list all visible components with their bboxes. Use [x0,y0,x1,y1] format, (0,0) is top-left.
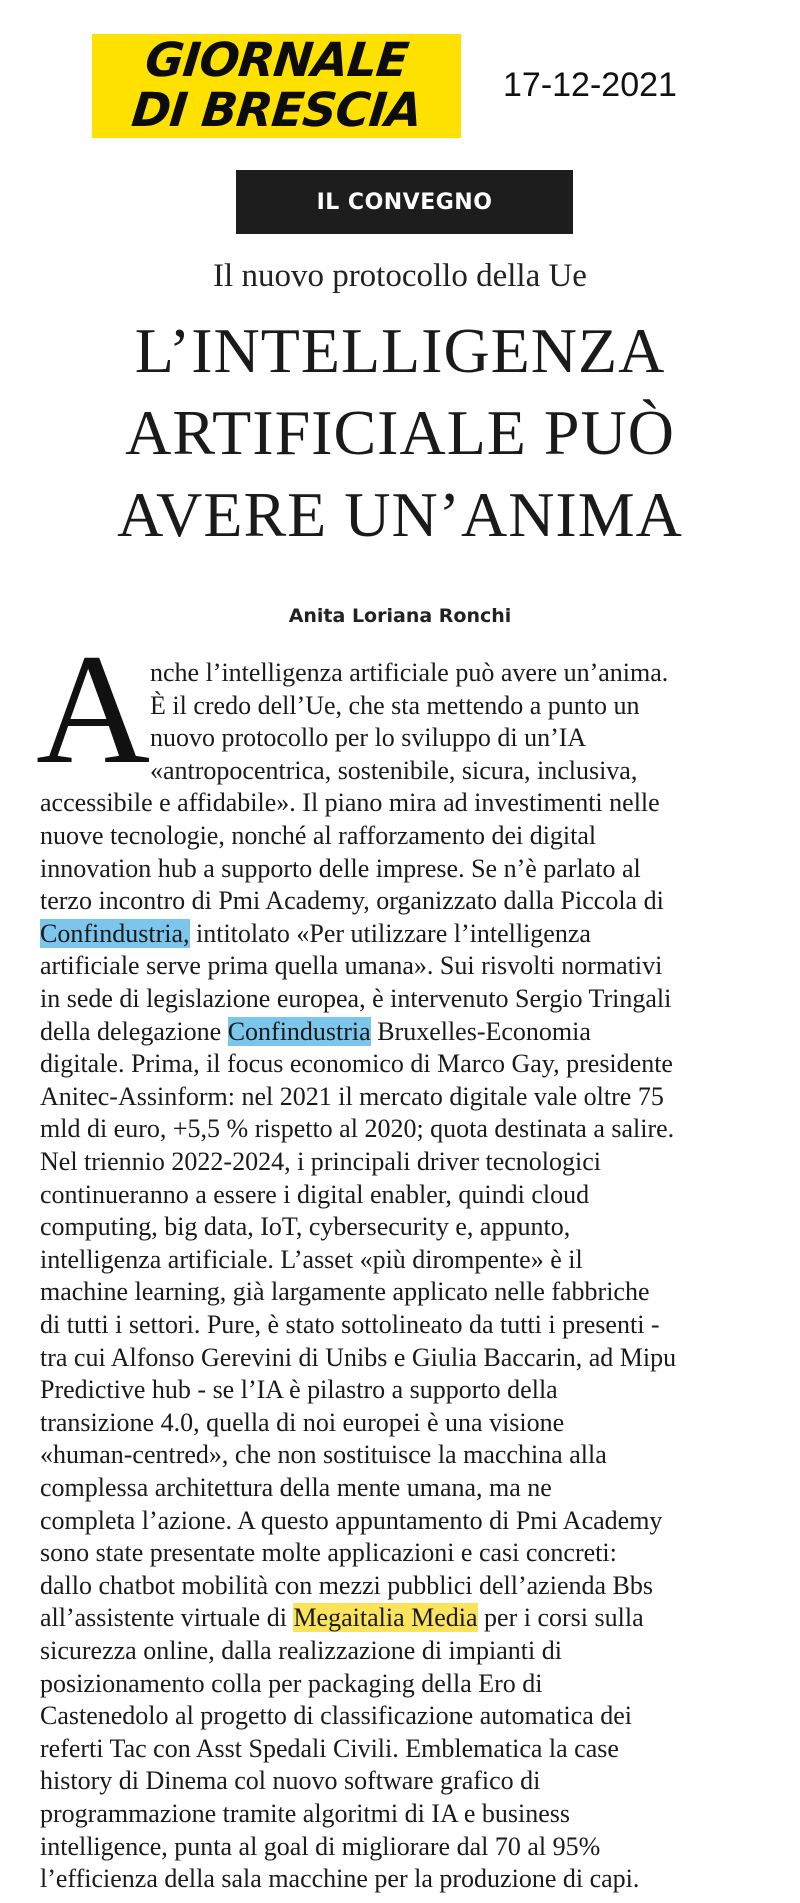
headline-line-3: AVERE UN’ANIMA [117,479,683,550]
body-text-segment: computing, big data, IoT, cybersecurity e, appunto, [40,1212,571,1241]
article-body-line [40,1146,601,1178]
article-body-line [40,950,662,982]
article-body-line [40,1668,543,1700]
article-body-line [40,1798,570,1830]
article-body-line [40,1342,676,1374]
article-body-line [40,1602,644,1634]
body-text-segment: di tutti i settori. Pure, è stato sottolineato da tutti i presenti - [40,1310,660,1339]
article-body-line [40,1765,540,1797]
article-body-line [40,1733,619,1765]
body-text-segment: machine learning, già largamente applicato nelle fabbriche [40,1277,650,1306]
article-body-line [40,1211,570,1243]
article-body-line [40,1081,664,1113]
body-text-segment: È il credo dell’Ue, che sta mettendo a punto un [150,691,640,720]
article-body-line [150,657,668,689]
body-text-segment: dallo chatbot mobilità con mezzi pubblici dell’azienda Bbs [40,1571,653,1600]
article-body-line [40,1635,562,1667]
body-text-segment: complessa architettura della mente umana, ma ne [40,1473,552,1502]
body-text-segment: Castenedolo al progetto di classificazione automatica dei [40,1701,633,1730]
highlighted-organization-name: Confindustria, [40,919,190,948]
body-text-segment: transizione 4.0, quella di noi europei è una visione [40,1408,565,1437]
article-body-line [40,787,660,819]
body-text-segment: «antropocentrica, sostenibile, sicura, inclusiva, [150,756,638,785]
article-body-line [40,1113,674,1145]
article-body-line [150,755,637,787]
article-body-line [40,1374,558,1406]
highlighted-company-name: Megaitalia Media [293,1603,478,1632]
body-text-segment: completa l’azione. A questo appuntamento di Pmi Academy [40,1506,663,1535]
article-body-line [150,690,640,722]
body-text-segment: Predictive hub - se l’IA è pilastro a supporto della [40,1375,558,1404]
article-body-line [40,1179,589,1211]
body-text-segment: per i corsi sulla [477,1603,644,1632]
article-body-line [40,885,664,917]
article-body-line [40,853,641,885]
body-text-segment: nche l’intelligenza artificiale può avere un’anima. [150,658,669,687]
body-text-segment: l’efficienza della sala macchine per la produzione di capi. [40,1864,640,1893]
article-body-line [40,1863,639,1895]
body-text-segment: posizionamento colla per packaging della Ero di [40,1669,543,1698]
article-body-line [40,1505,662,1537]
article-body-line [40,1472,552,1504]
article-body-line [40,1537,617,1569]
article-byline: Anita Loriana Ronchi [288,605,512,627]
body-text-segment: della delegazione [40,1017,228,1046]
body-text-segment: terzo incontro di Pmi Academy, organizzato dalla Piccola di [40,886,664,915]
body-text-segment: intelligence, punta al goal di migliorare dal 70 al 95% [40,1832,601,1861]
body-text-segment: continueranno a essere i digital enabler, quindi cloud [40,1180,590,1209]
article-body-line [40,1309,660,1341]
publication-date: 17-12-2021 [503,66,677,104]
body-text-segment: Bruxelles-Economia [370,1017,591,1046]
article-body-line [40,1831,600,1863]
article-body-line [40,1407,564,1439]
body-text-segment: mld di euro, +5,5 % rispetto al 2020; quota destinata a salire. [40,1114,675,1143]
body-text-segment: innovation hub a supporto delle imprese. Se n’è parlato al [40,854,641,883]
body-text-segment: intelligenza artificiale. L’asset «più dirompente» è il [40,1245,583,1274]
article-body-line [40,1439,607,1471]
highlighted-organization-name: Confindustria [227,1017,371,1046]
article-body-line [40,1016,591,1048]
body-text-segment: nuove tecnologie, nonché al rafforzamento dei digital [40,821,597,850]
body-text-segment: «human-centred», che non sostituisce la macchina alla [40,1440,607,1469]
article-body-line [40,918,591,950]
drop-cap: A [36,622,151,797]
body-text-segment: Anitec-Assinform: nel 2021 il mercato digitale vale oltre 75 [40,1082,664,1111]
body-text-segment: tra cui Alfonso Gerevini di Unibs e Giulia Baccarin, ad Mipu [40,1343,677,1372]
body-text-segment: Nel triennio 2022-2024, i principali driver tecnologici [40,1147,602,1176]
body-text-segment: artificiale serve prima quella umana». Sui risvolti normativi [40,951,663,980]
article-body-line [40,1700,632,1732]
body-text-segment: programmazione tramite algoritmi di IA e business [40,1799,570,1828]
body-text-segment: referti Tac con Asst Spedali Civili. Emblematica la case [40,1734,619,1763]
article-body-line [40,1276,650,1308]
logo-line-2: DI BRESCIA [129,83,425,138]
body-text-segment: sono state presentate molte applicazioni e casi concreti: [40,1538,617,1567]
article-body-line [40,1570,653,1602]
headline-line-1: L’INTELLIGENZA [134,315,666,386]
article-body-line [40,820,596,852]
section-label: IL CONVEGNO [236,170,573,234]
article-body-line [40,983,671,1015]
body-text-segment: digitale. Prima, il focus economico di Marco Gay, presidente [40,1049,673,1078]
body-text-segment: sicurezza online, dalla realizzazione di impianti di [40,1636,562,1665]
body-text-segment: intitolato «Per utilizzare l’intelligenza [189,919,591,948]
article-body-line [150,722,586,754]
body-text-segment: in sede di legislazione europea, è intervenuto Sergio Tringali [40,984,672,1013]
article-kicker: Il nuovo protocollo della Ue [213,258,587,294]
body-text-segment: nuovo protocollo per lo sviluppo di un’IA [150,723,587,752]
logo-line-1: GIORNALE [142,33,411,88]
body-text-segment: accessibile e affidabile». Il piano mira ad investimenti nelle [40,788,660,817]
article-body-line [40,1048,673,1080]
headline-line-2: ARTIFICIALE PUÒ [125,397,675,468]
body-text-segment: history di Dinema col nuovo software grafico di [40,1766,541,1795]
article-body-line [40,1244,583,1276]
body-text-segment: all’assistente virtuale di [40,1603,294,1632]
